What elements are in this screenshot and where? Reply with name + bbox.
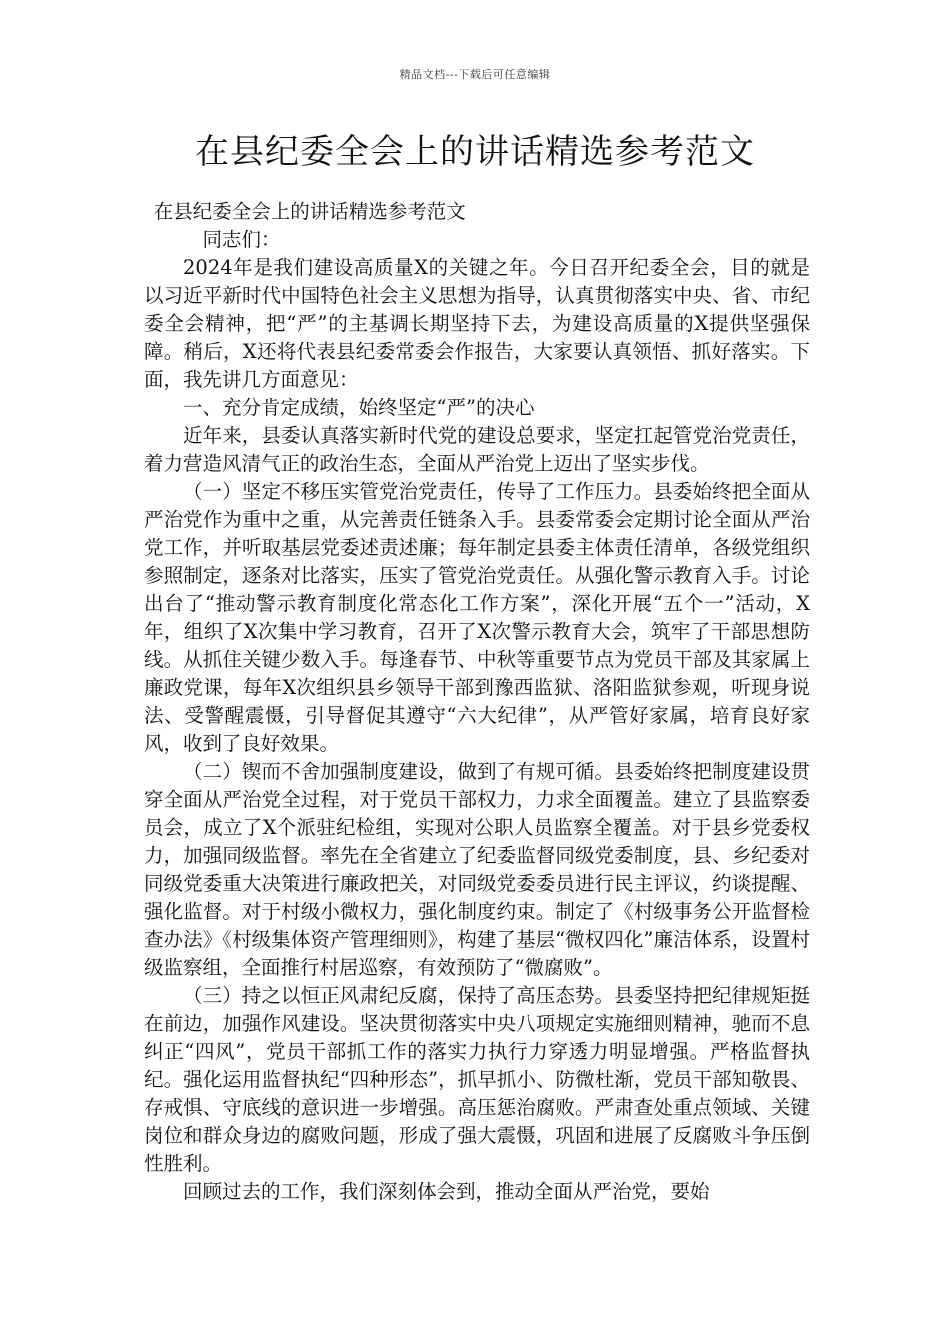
- document-body: [144, 198, 810, 1206]
- paragraph-point-1: （一）坚定不移压实管党治党责任，传导了工作压力。县委始终把全面从严治党作为重中之重，从完善责任链条入手。县委常委会定期讨论全面从严治党工作，并听取基层党委述责述廉；每年制定县委主体责任清单，各级党组织参照制定，逐条对比落实，压实了管党治党责任。从强化警示教育入手。讨论出台了“推动警示教育制度化常态化工作方案”，深化开展“五个一”活动，X年，组织了X次集中学习教育，召开了X次警示教育大会，筑牢了干部思想防线。从抓住关键少数入手。每逢春节、中秋等重要节点为党员干部及其家属上廉政党课，每年X次组织县乡领导干部到豫西监狱、洛阳监狱参观，听现身说法、受警醒震慑，引导督促其遵守“六大纪律”，从严管好家属，培育良好家风，收到了良好效果。: [144, 480, 810, 755]
- paragraph-review: 回顾过去的工作，我们深刻体会到，推动全面从严治党，要始: [183, 1180, 710, 1203]
- paragraph-intro: 2024年是我们建设高质量X的关键之年。今日召开纪委全会，目的就是以习近平新时代中国特色社会主义思想为指导，认真贯彻落实中央、省、市纪委全会精神，把“严”的主基调长期坚持下去，为建设高质量的X提供坚强保障。稍后，X还将代表县纪委常委会作报告，大家要认真领悟、抓好落实。下面，我先讲几方面意见：: [144, 256, 810, 391]
- document-title: 在县纪委全会上的讲话精选参考范文: [195, 132, 755, 172]
- paragraph-overview: 近年来，县委认真落实新时代党的建设总要求，坚定扛起管党治党责任，着力营造风清气正的政治生态，全面从严治党上迈出了坚实步伐。: [144, 424, 810, 475]
- document-subtitle: 在县纪委全会上的讲话精选参考范文: [153, 200, 466, 223]
- header-note: 精品文档---下载后可任意编辑: [399, 68, 551, 81]
- section-heading-1: 一、充分肯定成绩，始终坚定“严”的决心: [183, 396, 535, 419]
- paragraph-point-3: （三）持之以恒正风肃纪反腐，保持了高压态势。县委坚持把纪律规矩挺在前边，加强作风建设。坚决贯彻落实中央八项规定实施细则精神，驰而不息纠正“四风”，党员干部抓工作的落实力执行力穿透力明显增强。严格监督执纪。强化运用监督执纪“四种形态”，抓早抓小、防微杜渐，党员干部知敬畏、存戒惧、守底线的意识进一步增强。高压惩治腐败。严肃查处重点领域、关键岗位和群众身边的腐败问题，形成了强大震慑，巩固和进展了反腐败斗争压倒性胜利。: [144, 984, 810, 1175]
- greeting: 同志们：: [202, 228, 281, 251]
- paragraph-point-2: （二）锲而不舍加强制度建设，做到了有规可循。县委始终把制度建设贯穿全面从严治党全过程，对于党员干部权力，力求全面覆盖。建立了县监察委员会，成立了X个派驻纪检组，实现对公职人员监察全覆盖。对于县乡党委权力，加强同级监督。率先在全省建立了纪委监督同级党委制度，县、乡纪委对同级党委重大决策进行廉政把关，对同级党委委员进行民主评议，约谈提醒、强化监督。对于村级小微权力，强化制度约束。制定了《村级事务公开监督检查办法》《村级集体资产管理细则》，构建了基层“微权四化”廉洁体系，设置村级监察组，全面推行村居巡察，有效预防了“微腐败”。: [144, 760, 810, 979]
